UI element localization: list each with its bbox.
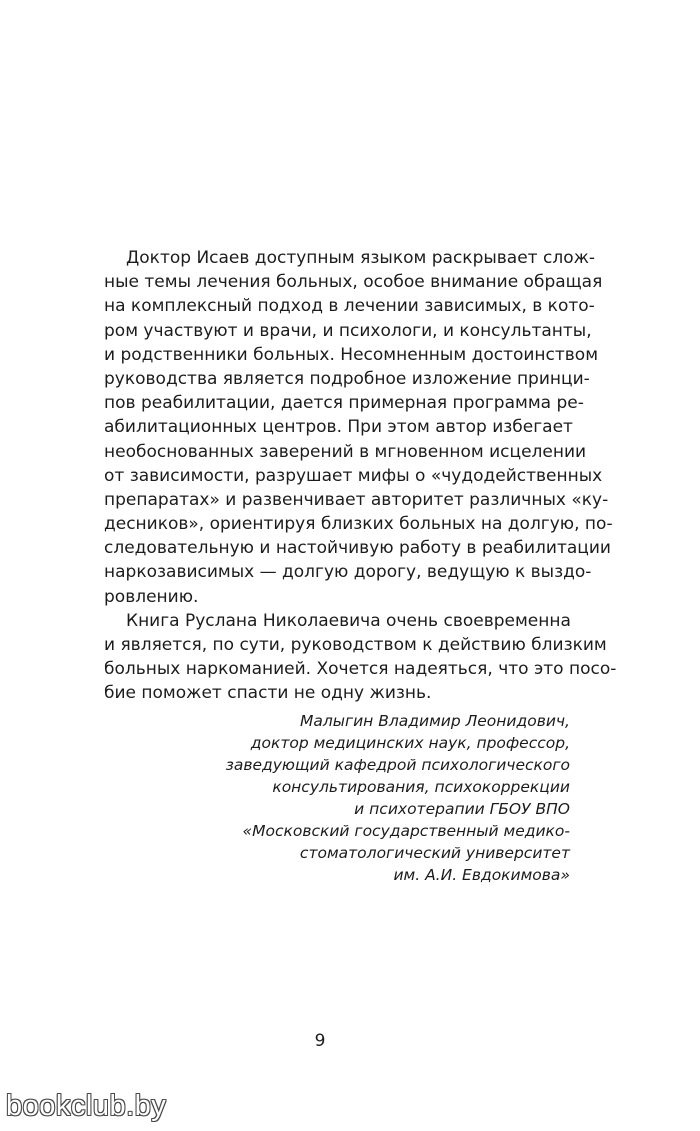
signature-line: консультирования, психокоррекции bbox=[272, 778, 570, 796]
signature-line: заведующий кафедрой психологического bbox=[225, 756, 570, 774]
watermark: bookclub.by bbox=[6, 1090, 167, 1122]
signature-line: им. А.И. Евдокимова» bbox=[393, 866, 570, 884]
paragraph-line: препаратах» и развенчивает авторитет различных «ку- bbox=[104, 489, 609, 510]
paragraph-line: на комплексный подход в лечении зависимых, в кото- bbox=[104, 296, 595, 317]
paragraph-line: и родственники больных. Несомненным достоинством bbox=[104, 344, 599, 365]
signature-line: «Московский государственный медико- bbox=[242, 822, 570, 840]
paragraph-line: руководства является подробное изложение принци- bbox=[104, 368, 590, 389]
signature-line: и психотерапии ГБОУ ВПО bbox=[354, 800, 570, 818]
author-signature bbox=[170, 710, 570, 886]
page-number: 9 bbox=[314, 1031, 326, 1051]
paragraph-line: десников», ориентируя близких больных на долгую, по- bbox=[104, 514, 613, 535]
paragraph-line: ром участвуют и врачи, и психологи, и консультанты, bbox=[104, 320, 592, 341]
paragraph-line: абилитационных центров. При этом автор избегает bbox=[104, 417, 573, 438]
paragraph-line: пов реабилитации, дается примерная программа ре- bbox=[104, 393, 584, 414]
paragraph-line: Книга Руслана Николаевича очень своевременна bbox=[126, 610, 571, 631]
paragraph-line: больных наркоманией. Хочется надеяться, что это посо- bbox=[104, 659, 617, 680]
paragraph-line: Доктор Исаев доступным языком раскрывает слож- bbox=[126, 248, 596, 268]
paragraph-line: от зависимости, разрушает мифы о «чудодейственных bbox=[104, 465, 603, 486]
paragraph-line: следовательную и настойчивую работу в реабилитации bbox=[104, 538, 611, 559]
foreword-text bbox=[104, 246, 617, 706]
paragraph-line: и является, по сути, руководством к действию близким bbox=[104, 635, 607, 655]
signature-line: доктор медицинских наук, профессор, bbox=[250, 734, 570, 752]
signature-line: стоматологический университет bbox=[299, 844, 570, 862]
paragraph-line: ровлению. bbox=[104, 586, 199, 607]
paragraph-line: ные темы лечения больных, особое внимание обращая bbox=[104, 272, 603, 293]
paragraph-line: необоснованных заверений в мгновенном исцелении bbox=[104, 441, 587, 462]
paragraph-line: наркозависимых — долгую дорогу, ведущую к выздо- bbox=[104, 562, 592, 583]
paragraph-line: бие поможет спасти не одну жизнь. bbox=[104, 683, 432, 704]
signature-line: Малыгин Владимир Леонидович, bbox=[299, 712, 570, 730]
